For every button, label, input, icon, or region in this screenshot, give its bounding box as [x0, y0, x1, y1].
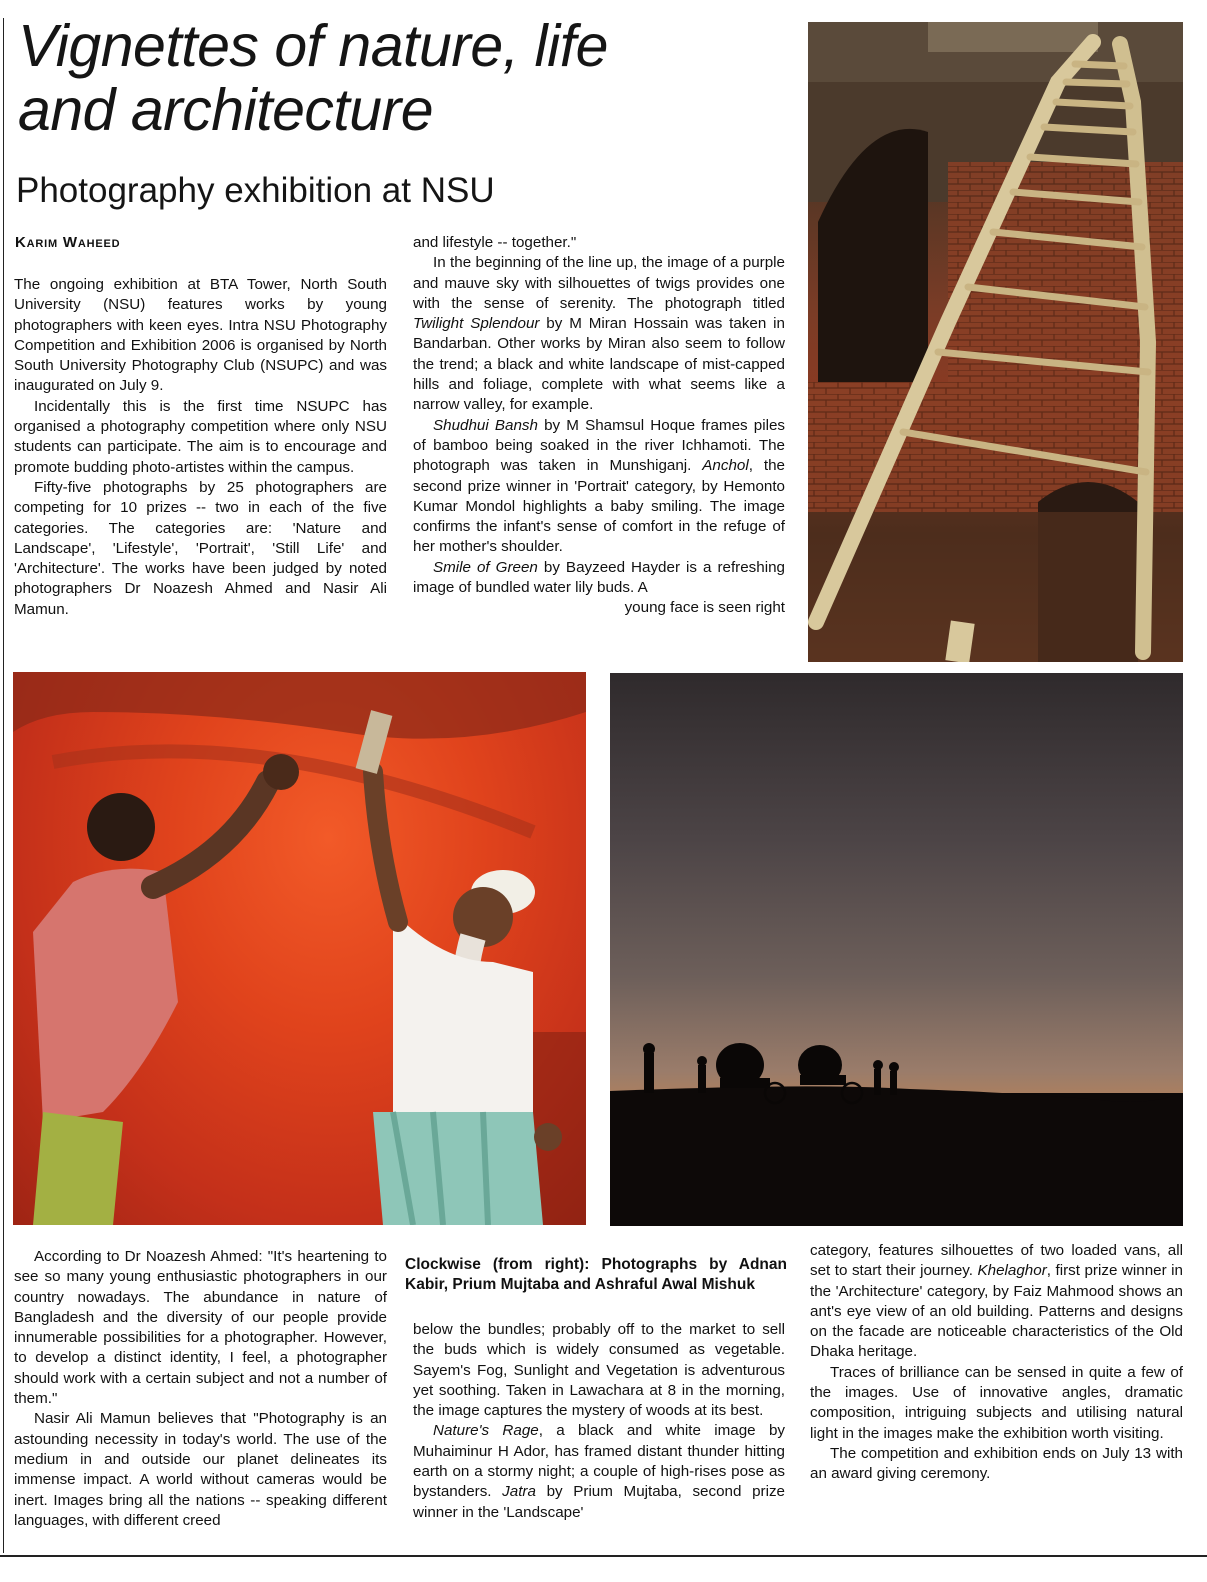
- col2-p2-text-b: , the second prize winner in 'Portrait' category, by Hemonto Kumar Mondol highlights a baby smiling. The image confirms the infant's sense of comfort in the refuge of her mother's shoulder.: [413, 457, 785, 556]
- col2-paragraph-3: [413, 558, 785, 599]
- col2-p1-text-b: by M Miran Hossain was taken in Bandarban. Other works by Miran also seem to follow the trend; a black and white landscape of mist-capped hills and foliage, complete with what seems like a narrow valley, for example.: [413, 315, 785, 414]
- bottom-col3-p1-text-a: category, features silhouettes of two loaded vans, all set to start their journey.: [810, 1242, 1183, 1280]
- photo-painters: [13, 672, 586, 1225]
- bottom-col1-paragraph-2: Nasir Ali Mamun believes that "Photography is an astounding necessity in today's world. The use of the medium in and outside our planet delineates its immense impact. A world without cameras would be inert. Images bring all the nations -- speaking different languages, with different creed: [14, 1410, 387, 1529]
- photo-title-khelaghor: Khelaghor: [977, 1262, 1047, 1280]
- col2-paragraph-1: [413, 253, 785, 415]
- col1-paragraph-2: Incidentally this is the first time NSUPC has organised a photography competition where only NSU students can participate. The aim is to encourage and promote budding photo-artistes within the campus.: [14, 397, 387, 476]
- bottom-col1-paragraph-1: According to Dr Noazesh Ahmed: "It's heartening to see so many young enthusiastic photographers in our country nowadays. The abundance in nature of Bangladesh and the diversity of our people provide innumerable possibilities for a photographer. However, to develop a distinct identity, I feel, a photographer should work with a certain subject and not a number of them.": [14, 1248, 387, 1408]
- bottom-col2-paragraph-2: [413, 1421, 785, 1522]
- bottom-col2-p2-text-a: , a black and white image by Muhaiminur H Ador, has framed distant thunder hitting earth on a stormy night; a couple of high-rises pose as bystanders.: [413, 1422, 785, 1501]
- bottom-col2-p2-text-b: by Prium Mujtaba, second prize winner in the 'Landscape': [413, 1483, 785, 1521]
- headline-line-1: Vignettes of nature, life: [18, 13, 608, 79]
- photo-sunset-silhouettes: [610, 673, 1183, 1226]
- photo-title-smile-of-green: Smile of Green: [433, 558, 538, 576]
- sunset-illustration: [610, 673, 1183, 1226]
- photo-title-twilight-splendour: Twilight Splendour: [413, 315, 540, 333]
- byline: Karim Waheed: [15, 234, 121, 251]
- col2-p2-text-a: by M Shamsul Hoque frames piles of bamboo being soaked in the river Ichhamoti. The photograph was taken in Munshiganj.: [413, 416, 785, 475]
- col2-p1-text-a: In the beginning of the line up, the image of a purple and mauve sky with silhouettes of twigs provides one with the sense of serenity. The photograph titled: [413, 254, 785, 312]
- subheadline: Photography exhibition at NSU: [16, 171, 495, 210]
- bottom-rule: [0, 1555, 1207, 1557]
- col1-paragraph-1: The ongoing exhibition at BTA Tower, North South University (NSU) features works by young photographers with keen eyes. Intra NSU Photography Competition and Exhibition 2006 is organised by North South University Photography Club (NSUPC) and was inaugurated on July 9.: [14, 276, 387, 395]
- bottom-col2-paragraph-1: below the bundles; probably off to the market to sell the buds which is widely consumed as vegetable. Sayem's Fog, Sunlight and Vegetation is adventurous yet soothing. Taken in Lawachara at 8 in the morning, the image captures the mystery of woods at its best.: [413, 1321, 785, 1420]
- photo-title-anchol: Anchol: [702, 457, 749, 475]
- photo-title-shudhui-bansh: Shudhui Bansh: [433, 416, 538, 434]
- bottom-column-1: [14, 1247, 387, 1531]
- photo-title-jatra: Jatra: [502, 1483, 536, 1501]
- painters-illustration: [13, 672, 586, 1225]
- col2-paragraph-2: [413, 416, 785, 558]
- headline-line-2: and architecture: [18, 77, 434, 143]
- col2-p3-continued: young face is seen right: [624, 599, 785, 617]
- left-rule: [3, 18, 4, 1553]
- photo-bamboo-ladder: [808, 22, 1183, 662]
- column-1: [14, 275, 387, 620]
- bottom-col3-paragraph-2: Traces of brilliance can be sensed in quite a few of the images. Use of innovative angles, dramatic composition, intriguing subjects and utilising natural light in the images make the exhibition worth visiting.: [810, 1363, 1183, 1442]
- bamboo-ladder-illustration: [808, 22, 1183, 662]
- col1-paragraph-3: Fifty-five photographs by 25 photographers are competing for 10 prizes -- two in each of the five categories. The categories are: 'Nature and Landscape', 'Lifestyle', 'Portrait', 'Still Life' and 'Architecture'. The works have been judged by noted photographers Dr Noazesh Ahmed and Nasir Ali Mamun.: [14, 478, 387, 618]
- bottom-column-3: [810, 1241, 1183, 1485]
- photo-caption: Clockwise (from right): Photographs by Adnan Kabir, Prium Mujtaba and Ashraful Awal Mishuk: [405, 1256, 787, 1293]
- headline: [18, 14, 808, 142]
- bottom-col3-paragraph-1: [810, 1241, 1183, 1363]
- bottom-col3-paragraph-3: The competition and exhibition ends on July 13 with an award giving ceremony.: [810, 1444, 1183, 1483]
- col2-paragraph-0: and lifestyle -- together.": [413, 234, 577, 251]
- column-2: [413, 233, 785, 619]
- photo-title-natures-rage: Nature's Rage: [433, 1422, 539, 1440]
- col2-p3-text-a: by Bayzeed Hayder is a refreshing image of bundled water lily buds. A: [413, 558, 785, 597]
- bottom-column-2: [413, 1320, 785, 1523]
- bottom-col3-p1-text-b: , first prize winner in the 'Architecture' category, by Faiz Mahmood shows an ant's eye view of an old building. Patterns and designs on the facade are noticeable characteristics of the Old Dhaka heritage.: [810, 1262, 1184, 1361]
